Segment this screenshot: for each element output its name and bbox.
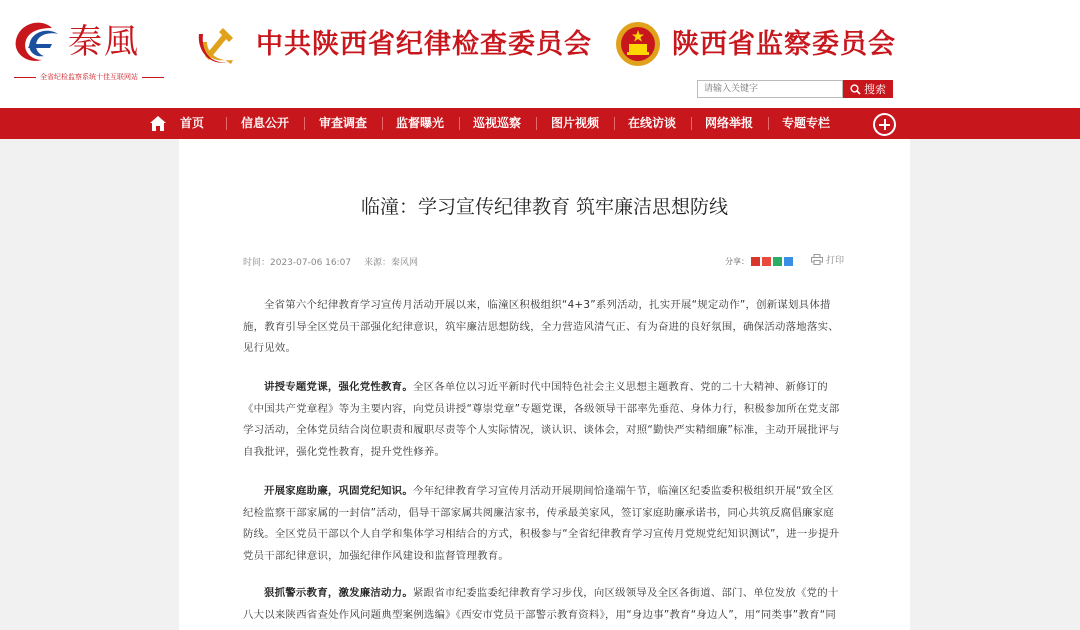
search-icon [850, 84, 861, 95]
article-time: 时间：2023-07-06 16:07 [243, 258, 352, 268]
nav-item-report[interactable]: 网络举报 [705, 116, 754, 130]
site-logo[interactable] [10, 18, 160, 88]
search-input[interactable] [697, 80, 843, 98]
nav-divider [382, 117, 383, 130]
paragraph-lead: 讲授专题党课，强化党性教育。 [264, 381, 413, 393]
search-button-label: 搜索 [864, 83, 886, 96]
article-paragraph [243, 583, 843, 626]
article-paragraph [243, 481, 843, 567]
logo-slogan: 全省纪检监察系统十佳互联网站 [10, 72, 166, 82]
home-icon[interactable] [149, 115, 167, 132]
search-button[interactable] [843, 80, 893, 98]
article-paragraph [243, 377, 843, 463]
nav-item-inspection[interactable]: 巡视巡察 [473, 116, 522, 130]
paragraph-text: 紧跟省市纪委监委纪律教育学习步伐，向区级领导及全区各街道、部门、单位发放《党的十八大以来陕西省查处作风问题典型案例选编》《西安市党员干部警示教育资料》，用“身边事”教育“身边人”，用“同类事”教育“同 [243, 587, 839, 621]
nav-item-special-topics[interactable]: 专题专栏 [782, 116, 831, 130]
share-label: 分享： [725, 257, 749, 266]
nav-item-home[interactable]: 首页 [180, 116, 205, 130]
article-source: 来源：秦风网 [363, 258, 418, 268]
nav-divider [768, 117, 769, 130]
paragraph-lead: 开展家庭助廉，巩固党纪知识。 [264, 485, 413, 497]
main-nav [0, 108, 1080, 139]
nav-divider [691, 117, 692, 130]
nav-item-interview[interactable]: 在线访谈 [628, 116, 677, 130]
logo-emblem-icon [12, 20, 64, 64]
share-qzone-icon[interactable] [762, 257, 771, 266]
share-bar [725, 256, 793, 267]
paragraph-lead: 狠抓警示教育，激发廉洁动力。 [264, 587, 413, 599]
nav-item-exposure[interactable]: 监督曝光 [396, 116, 445, 130]
nav-item-media[interactable]: 图片视频 [551, 116, 600, 130]
share-wechat-icon[interactable] [773, 257, 782, 266]
printer-icon [811, 254, 823, 265]
print-label: 打印 [826, 256, 845, 266]
org-name-supervisory-commission: 陕西省监察委员会 [672, 29, 896, 60]
share-weibo-icon[interactable] [751, 257, 760, 266]
nav-divider [459, 117, 460, 130]
share-qq-icon[interactable] [784, 257, 793, 266]
paragraph-text: 全省第六个纪律教育学习宣传月活动开展以来，临潼区积极组织“4+3”系列活动，扎实开展“规定动作”，创新谋划具体措施，教育引导全区党员干部强化纪律意识，筑牢廉洁思想防线，全力营造风清气正、有为奋进的良好氛围，确保活动落地落实、见行见效。 [243, 299, 839, 354]
paragraph-text: 今年纪律教育学习宣传月活动开展期间恰逢端午节，临潼区纪委监委积极组织开展“致全区纪检监察干部家属的一封信”活动，倡导干部家属共阅廉洁家书，传承最美家风，签订家庭助廉承诺书，同心共筑反腐倡廉家庭防线。全区党员干部以个人自学和集体学习相结合的方式，积极参与“全省纪律教育学习宣传月党规党纪知识测试”，进一步提升党员干部纪律意识，加强纪律作风建设和监督管理教育。 [243, 485, 840, 562]
national-emblem-icon [614, 20, 662, 68]
party-emblem-icon [193, 20, 241, 68]
nav-expand-plus-icon[interactable] [873, 113, 896, 136]
article-meta [243, 255, 428, 268]
paragraph-text: 全区各单位以习近平新时代中国特色社会主义思想主题教育、党的二十大精神、新修订的《中国共产党章程》等为主要内容，向党员讲授“尊崇党章”专题党课，各级领导干部率先垂范、身体力行，积极参加所在党支部学习活动，全体党员结合岗位职责和履职尽责等个人实际情况，谈认识、谈体会，对照“勤快严实精细廉”标准，主动开展批评与自我批评，强化党性教育，提升党性修养。 [243, 381, 840, 458]
print-button[interactable] [811, 253, 844, 266]
nav-item-investigation[interactable]: 审查调查 [319, 116, 368, 130]
article-title: 临潼：学习宣传纪律教育 筑牢廉洁思想防线 [360, 196, 729, 218]
nav-divider [226, 117, 227, 130]
nav-divider [304, 117, 305, 130]
org-name-discipline-commission: 中共陕西省纪律检查委员会 [256, 29, 592, 60]
site-header [0, 0, 1080, 108]
nav-divider [614, 117, 615, 130]
article-container [179, 139, 910, 630]
nav-divider [536, 117, 537, 130]
logo-text: 秦風 [68, 22, 140, 62]
article-paragraph [243, 295, 843, 360]
nav-item-info-disclosure[interactable]: 信息公开 [241, 116, 290, 130]
